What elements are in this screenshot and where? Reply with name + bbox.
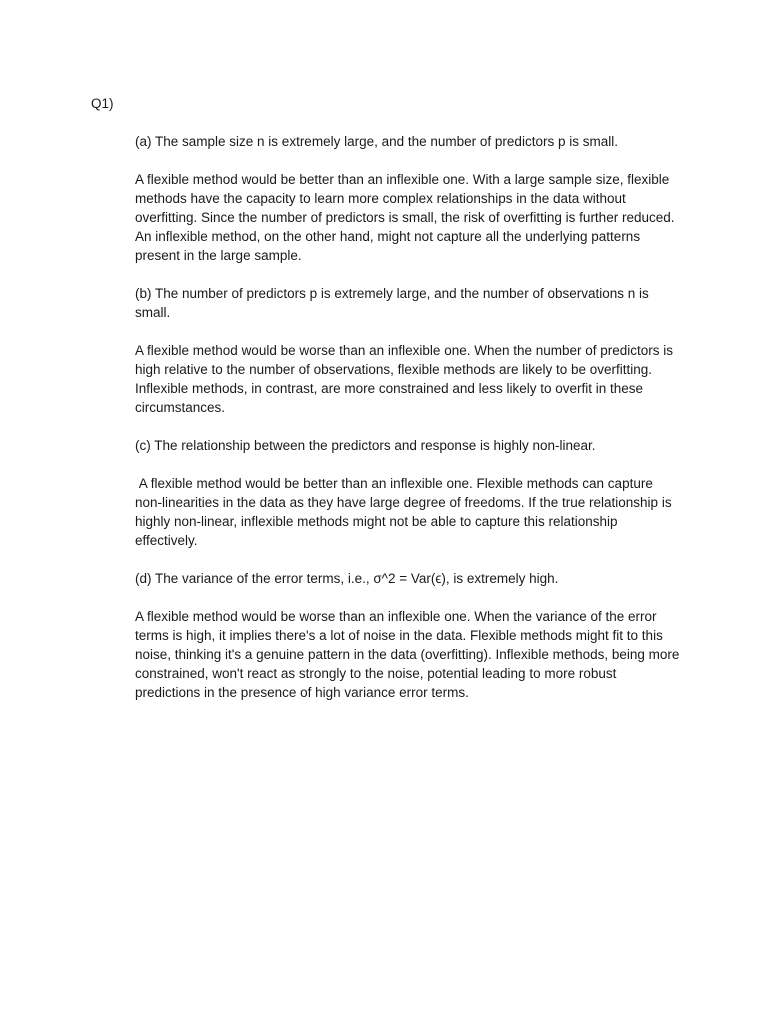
part-c-prompt: (c) The relationship between the predictors and response is highly non-linear. <box>135 438 596 453</box>
part-a-prompt: (a) The sample size n is extremely large, and the number of predictors p is small. <box>135 134 618 149</box>
question-label: Q1) <box>91 96 114 111</box>
part-b-answer: A flexible method would be worse than an inflexible one. When the number of predictors is high relative to the number of observations, flexible methods are likely to be overfitting. Inflexible methods, in contrast, are more constrained and less likely to overfit in these circumstances. <box>135 343 674 415</box>
answer-body <box>135 132 683 721</box>
part-d-prompt: (d) The variance of the error terms, i.e., σ^2 = Var(ϵ), is extremely high. <box>135 571 559 586</box>
part-b-prompt: (b) The number of predictors p is extremely large, and the number of observations n is small. <box>135 286 649 320</box>
part-a-answer: A flexible method would be better than an inflexible one. With a large sample size, flexible methods have the capacity to learn more complex relationships in the data without overfitting. Since the number of predictors is small, the risk of overfitting is further reduced. An inflexible method, on the other hand, might not capture all the underlying patterns present in the large sample. <box>135 172 675 263</box>
part-c-answer: A flexible method would be better than an inflexible one. Flexible methods can capture non-linearities in the data as they have large degree of freedoms. If the true relationship is highly non-linear, inflexible methods might not be able to capture this relationship effectively. <box>135 476 676 548</box>
part-d-answer: A flexible method would be worse than an inflexible one. When the variance of the error terms is high, it implies there's a lot of noise in the data. Flexible methods might fit to this noise, thinking it's a genuine pattern in the data (overfitting). Inflexible methods, being more constrained, won't react as strongly to the noise, potential leading to more robust predictions in the presence of high variance error terms. <box>135 609 680 700</box>
